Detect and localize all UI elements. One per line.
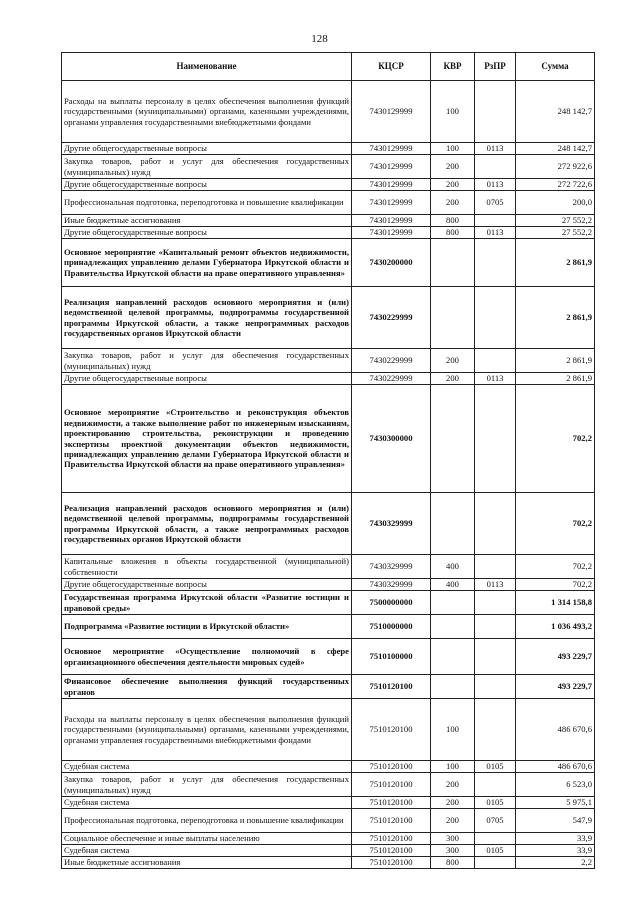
cell-kcsr: 7430129999	[352, 179, 431, 191]
table-row	[62, 555, 595, 579]
cell-kcsr: 7500000000	[352, 591, 431, 615]
cell-kvr: 300	[431, 845, 475, 857]
cell-name: Другие общегосударственные вопросы	[62, 143, 352, 155]
cell-rzpr: 0113	[475, 143, 516, 155]
cell-kcsr: 7510120100	[352, 809, 431, 833]
cell-sum: 493 229,7	[516, 675, 595, 699]
header-name: Наименование	[62, 53, 352, 81]
cell-kvr: 400	[431, 579, 475, 591]
table-row	[62, 81, 595, 143]
cell-kvr: 200	[431, 349, 475, 373]
header-sum: Сумма	[516, 53, 595, 81]
cell-sum: 493 229,7	[516, 639, 595, 675]
cell-rzpr	[475, 591, 516, 615]
cell-name: Основное мероприятие «Строительство и реконструкция объектов недвижимости, а также выполнение работ по инженерным изысканиям, проектированию строительства, реконструкции и проведению экспертизы проектной документации объектов недвижимости, принадлежащих управлению делами Губернатора Иркутской области и Правительства Иркутской области на праве оперативного управления»	[62, 385, 352, 493]
cell-rzpr	[475, 555, 516, 579]
table-row	[62, 155, 595, 179]
cell-kcsr: 7430329999	[352, 555, 431, 579]
cell-name: Финансовое обеспечение выполнения функций государственных органов	[62, 675, 352, 699]
cell-name: Закупка товаров, работ и услуг для обеспечения государственных (муниципальных) нужд	[62, 349, 352, 373]
cell-name: Расходы на выплаты персоналу в целях обеспечения выполнения функций государственными (муниципальными) органами, казенными учреждениями, органами управления государственными внебюджетными фондами	[62, 699, 352, 761]
cell-rzpr: 0105	[475, 845, 516, 857]
cell-sum: 702,2	[516, 385, 595, 493]
cell-rzpr	[475, 215, 516, 227]
cell-kvr: 300	[431, 833, 475, 845]
cell-rzpr	[475, 385, 516, 493]
cell-kvr	[431, 493, 475, 555]
cell-name: Основное мероприятие «Осуществление полномочий в сфере организационного обеспечения деятельности мировых судей»	[62, 639, 352, 675]
cell-kcsr: 7510120100	[352, 833, 431, 845]
cell-rzpr: 0113	[475, 373, 516, 385]
cell-kvr: 100	[431, 699, 475, 761]
cell-kcsr: 7510120100	[352, 675, 431, 699]
cell-name: Другие общегосударственные вопросы	[62, 179, 352, 191]
table-row	[62, 373, 595, 385]
cell-sum: 248 142,7	[516, 81, 595, 143]
cell-sum: 5 975,1	[516, 797, 595, 809]
table-row	[62, 239, 595, 287]
cell-sum: 200,0	[516, 191, 595, 215]
cell-kvr: 100	[431, 143, 475, 155]
cell-kcsr: 7430329999	[352, 493, 431, 555]
cell-kvr: 800	[431, 215, 475, 227]
table-row	[62, 773, 595, 797]
cell-rzpr	[475, 287, 516, 349]
cell-name: Другие общегосударственные вопросы	[62, 373, 352, 385]
cell-rzpr	[475, 833, 516, 845]
cell-rzpr: 0113	[475, 227, 516, 239]
cell-sum: 702,2	[516, 579, 595, 591]
cell-rzpr	[475, 239, 516, 287]
cell-kcsr: 7510120100	[352, 761, 431, 773]
cell-name: Судебная система	[62, 845, 352, 857]
cell-kvr: 100	[431, 81, 475, 143]
cell-kvr	[431, 385, 475, 493]
cell-kcsr: 7430329999	[352, 579, 431, 591]
cell-rzpr	[475, 155, 516, 179]
cell-sum: 27 552,2	[516, 227, 595, 239]
cell-kcsr: 7430129999	[352, 81, 431, 143]
cell-kvr	[431, 591, 475, 615]
table-row	[62, 215, 595, 227]
cell-kcsr: 7430129999	[352, 191, 431, 215]
cell-name: Основное мероприятие «Капитальный ремонт объектов недвижимости, принадлежащих управлению делами Губернатора Иркутской области и Правительства Иркутской области на праве оперативного управления»	[62, 239, 352, 287]
cell-name: Подпрограмма «Развитие юстиции в Иркутской области»	[62, 615, 352, 639]
table-row	[62, 143, 595, 155]
cell-sum: 2,2	[516, 857, 595, 869]
cell-kcsr: 7510120100	[352, 857, 431, 869]
cell-kcsr: 7510120100	[352, 845, 431, 857]
cell-kvr	[431, 639, 475, 675]
table-body	[62, 81, 595, 869]
page-number: 128	[311, 33, 328, 45]
table-row	[62, 809, 595, 833]
cell-rzpr: 0113	[475, 179, 516, 191]
table-row	[62, 227, 595, 239]
cell-sum: 6 523,0	[516, 773, 595, 797]
cell-kvr: 200	[431, 179, 475, 191]
cell-kvr: 800	[431, 857, 475, 869]
cell-kcsr: 7430229999	[352, 287, 431, 349]
budget-table	[61, 52, 595, 869]
cell-kcsr: 7510120100	[352, 699, 431, 761]
cell-kvr: 200	[431, 191, 475, 215]
cell-rzpr	[475, 81, 516, 143]
table-row	[62, 845, 595, 857]
cell-sum: 2 861,9	[516, 239, 595, 287]
table-row	[62, 579, 595, 591]
cell-rzpr	[475, 857, 516, 869]
cell-kcsr: 7430129999	[352, 155, 431, 179]
cell-name: Социальное обеспечение и иные выплаты населению	[62, 833, 352, 845]
cell-kcsr: 7510000000	[352, 615, 431, 639]
header-kcsr: КЦСР	[352, 53, 431, 81]
cell-kvr: 800	[431, 227, 475, 239]
cell-name: Профессиональная подготовка, переподготовка и повышение квалификации	[62, 809, 352, 833]
table-row	[62, 797, 595, 809]
cell-kvr: 200	[431, 773, 475, 797]
table-row	[62, 857, 595, 869]
cell-name: Расходы на выплаты персоналу в целях обеспечения выполнения функций государственными (муниципальными) органами, казенными учреждениями, органами управления государственными внебюджетными фондами	[62, 81, 352, 143]
cell-sum: 2 861,9	[516, 349, 595, 373]
cell-kvr	[431, 615, 475, 639]
cell-kvr: 100	[431, 761, 475, 773]
cell-rzpr	[475, 675, 516, 699]
cell-kvr: 400	[431, 555, 475, 579]
cell-sum: 2 861,9	[516, 287, 595, 349]
cell-name: Реализация направлений расходов основного мероприятия и (или) ведомственной целевой программы, подпрограммы государственной программы Иркутской области, а также непрограммных расходов государственных органов Иркутской области	[62, 287, 352, 349]
cell-rzpr: 0105	[475, 797, 516, 809]
cell-kvr	[431, 675, 475, 699]
cell-name: Иные бюджетные ассигнования	[62, 215, 352, 227]
cell-name: Реализация направлений расходов основного мероприятия и (или) ведомственной целевой программы, подпрограммы государственной программы Иркутской области, а также непрограммных расходов государственных органов Иркутской области	[62, 493, 352, 555]
table-row	[62, 385, 595, 493]
cell-rzpr	[475, 349, 516, 373]
cell-rzpr	[475, 639, 516, 675]
cell-kvr	[431, 239, 475, 287]
table-row	[62, 493, 595, 555]
cell-sum: 2 861,9	[516, 373, 595, 385]
cell-sum: 702,2	[516, 555, 595, 579]
table-row	[62, 639, 595, 675]
cell-kcsr: 7430129999	[352, 215, 431, 227]
cell-sum: 33,9	[516, 833, 595, 845]
cell-kvr: 200	[431, 809, 475, 833]
cell-sum: 248 142,7	[516, 143, 595, 155]
table-row	[62, 761, 595, 773]
cell-rzpr: 0105	[475, 761, 516, 773]
cell-name: Иные бюджетные ассигнования	[62, 857, 352, 869]
cell-rzpr	[475, 493, 516, 555]
cell-rzpr: 0705	[475, 809, 516, 833]
table-row	[62, 349, 595, 373]
table-row	[62, 675, 595, 699]
table-header-row	[62, 53, 595, 81]
cell-name: Другие общегосударственные вопросы	[62, 227, 352, 239]
cell-name: Судебная система	[62, 761, 352, 773]
table-row	[62, 699, 595, 761]
cell-kcsr: 7510100000	[352, 639, 431, 675]
cell-kcsr: 7510120100	[352, 773, 431, 797]
cell-name: Другие общегосударственные вопросы	[62, 579, 352, 591]
table-row	[62, 287, 595, 349]
table-row	[62, 615, 595, 639]
cell-kvr: 200	[431, 155, 475, 179]
cell-rzpr	[475, 773, 516, 797]
cell-name: Судебная система	[62, 797, 352, 809]
cell-sum: 547,9	[516, 809, 595, 833]
cell-rzpr	[475, 699, 516, 761]
cell-kcsr: 7430129999	[352, 143, 431, 155]
cell-sum: 702,2	[516, 493, 595, 555]
cell-name: Закупка товаров, работ и услуг для обеспечения государственных (муниципальных) нужд	[62, 773, 352, 797]
cell-sum: 272 722,6	[516, 179, 595, 191]
cell-name: Закупка товаров, работ и услуг для обеспечения государственных (муниципальных) нужд	[62, 155, 352, 179]
table-row	[62, 591, 595, 615]
cell-kcsr: 7430229999	[352, 373, 431, 385]
cell-kcsr: 7430200000	[352, 239, 431, 287]
cell-sum: 1 314 158,8	[516, 591, 595, 615]
cell-name: Капитальные вложения в объекты государственной (муниципальной) собственности	[62, 555, 352, 579]
cell-kcsr: 7430300000	[352, 385, 431, 493]
cell-kvr	[431, 287, 475, 349]
cell-sum: 33,9	[516, 845, 595, 857]
cell-name: Государственная программа Иркутской области «Развитие юстиции и правовой среды»	[62, 591, 352, 615]
cell-sum: 27 552,2	[516, 215, 595, 227]
table-row	[62, 191, 595, 215]
table-row	[62, 179, 595, 191]
header-rzpr: РзПР	[475, 53, 516, 81]
header-kvr: КВР	[431, 53, 475, 81]
cell-kcsr: 7430129999	[352, 227, 431, 239]
cell-sum: 486 670,6	[516, 699, 595, 761]
cell-name: Профессиональная подготовка, переподготовка и повышение квалификации	[62, 191, 352, 215]
cell-kvr: 200	[431, 373, 475, 385]
cell-sum: 272 922,6	[516, 155, 595, 179]
cell-sum: 486 670,6	[516, 761, 595, 773]
cell-rzpr	[475, 615, 516, 639]
cell-rzpr: 0705	[475, 191, 516, 215]
cell-kcsr: 7510120100	[352, 797, 431, 809]
cell-kvr: 200	[431, 797, 475, 809]
cell-kcsr: 7430229999	[352, 349, 431, 373]
table-row	[62, 833, 595, 845]
cell-rzpr: 0113	[475, 579, 516, 591]
cell-sum: 1 036 493,2	[516, 615, 595, 639]
